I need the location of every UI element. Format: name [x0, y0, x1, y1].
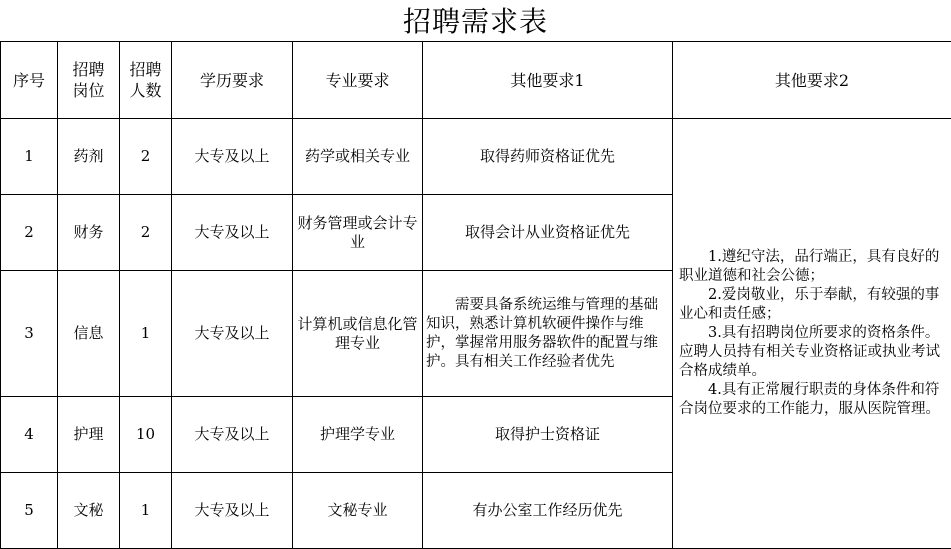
cell-count: 2 — [120, 195, 172, 271]
cell-major: 药学或相关专业 — [293, 119, 423, 195]
cell-count: 2 — [120, 119, 172, 195]
cell-other1: 取得护士资格证 — [423, 397, 673, 473]
cell-education: 大专及以上 — [172, 397, 293, 473]
other2-item: 3.具有招聘岗位所要求的资格条件。应聘人员持有相关专业资格证或执业考试合格成绩单。 — [679, 324, 945, 381]
cell-post: 护理 — [58, 397, 120, 473]
cell-other1: 取得会计从业资格证优先 — [423, 195, 673, 271]
table-row — [1, 119, 951, 195]
header-post — [58, 42, 120, 119]
header-other1: 其他要求1 — [423, 42, 673, 119]
cell-count: 1 — [120, 473, 172, 549]
cell-seq: 2 — [1, 195, 58, 271]
cell-major: 文秘专业 — [293, 473, 423, 549]
header-count-line2: 人数 — [124, 80, 167, 101]
cell-education: 大专及以上 — [172, 195, 293, 271]
cell-other2 — [673, 119, 951, 549]
other2-item: 2.爱岗敬业，乐于奉献，有较强的事业心和责任感； — [679, 286, 945, 324]
cell-post: 信息 — [58, 271, 120, 397]
cell-major: 计算机或信息化管理专业 — [293, 271, 423, 397]
cell-other1: 取得药师资格证优先 — [423, 119, 673, 195]
cell-seq: 4 — [1, 397, 58, 473]
other2-item: 4.具有正常履行职责的身体条件和符合岗位要求的工作能力，服从医院管理。 — [679, 381, 945, 419]
other2-item: 1.遵纪守法，品行端正，具有良好的职业道德和社会公德； — [679, 248, 945, 286]
header-count — [120, 42, 172, 119]
cell-post: 药剂 — [58, 119, 120, 195]
cell-post: 财务 — [58, 195, 120, 271]
cell-education: 大专及以上 — [172, 473, 293, 549]
cell-education: 大专及以上 — [172, 271, 293, 397]
cell-education: 大专及以上 — [172, 119, 293, 195]
cell-seq: 5 — [1, 473, 58, 549]
header-post-line2: 岗位 — [62, 80, 115, 101]
page-title: 招聘需求表 — [0, 0, 951, 42]
cell-major: 护理学专业 — [293, 397, 423, 473]
header-post-line1: 招聘 — [62, 59, 115, 80]
recruitment-table — [0, 41, 951, 549]
cell-major: 财务管理或会计专业 — [293, 195, 423, 271]
cell-seq: 1 — [1, 119, 58, 195]
header-education: 学历要求 — [172, 42, 293, 119]
cell-post: 文秘 — [58, 473, 120, 549]
cell-seq: 3 — [1, 271, 58, 397]
cell-other1: 需要具备系统运维与管理的基础知识，熟悉计算机软硬件操作与维护，掌握常用服务器软件的配置与维护。具有相关工作经验者优先 — [423, 271, 673, 397]
cell-count: 10 — [120, 397, 172, 473]
header-seq: 序号 — [1, 42, 58, 119]
header-row — [1, 42, 951, 119]
cell-other1: 有办公室工作经历优先 — [423, 473, 673, 549]
cell-count: 1 — [120, 271, 172, 397]
header-major: 专业要求 — [293, 42, 423, 119]
header-other2: 其他要求2 — [673, 42, 951, 119]
header-count-line1: 招聘 — [124, 59, 167, 80]
